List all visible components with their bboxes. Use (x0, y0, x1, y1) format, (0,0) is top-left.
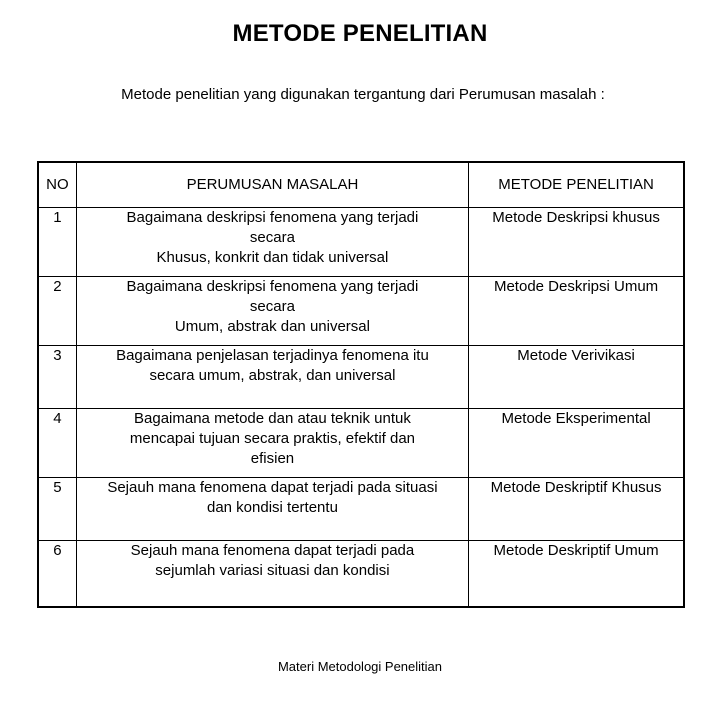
row-perumusan-masalah (76, 207, 468, 276)
header-metode-penelitian: METODE PENELITIAN (469, 162, 684, 207)
table-row (38, 408, 684, 477)
row-number: 1 (38, 207, 76, 276)
table-row (38, 477, 684, 540)
row-perumusan-masalah (76, 408, 468, 477)
methods-table (37, 161, 685, 608)
cell-line: mencapai tujuan secara praktis, efektif dan (129, 429, 416, 447)
cell-line: Bagaimana deskripsi fenomena yang terjadi (126, 208, 419, 226)
cell-line: sejumlah variasi situasi dan kondisi (155, 561, 390, 579)
header-no: NO (38, 162, 76, 207)
cell-line: Sejauh mana fenomena dapat terjadi pada situasi (107, 478, 438, 496)
row-number: 5 (38, 477, 76, 540)
table-row (38, 207, 684, 276)
row-perumusan-masalah (76, 477, 468, 540)
cell-line: secara (249, 297, 295, 315)
cell-line: efisien (250, 449, 295, 467)
table-header-row (38, 162, 684, 207)
cell-line: dan kondisi tertentu (206, 498, 338, 516)
row-perumusan-masalah (76, 345, 468, 408)
cell-line: Khusus, konkrit dan tidak universal (156, 248, 389, 266)
row-number: 6 (38, 540, 76, 607)
row-metode-penelitian: Metode Deskripsi khusus (469, 207, 684, 276)
row-number: 4 (38, 408, 76, 477)
row-metode-penelitian: Metode Deskriptif Khusus (469, 477, 684, 540)
cell-line: secara umum, abstrak, dan universal (149, 366, 396, 384)
cell-line: Umum, abstrak dan universal (174, 317, 370, 335)
cell-line: Bagaimana metode dan atau teknik untuk (134, 409, 411, 427)
cell-line: Bagaimana penjelasan terjadinya fenomena itu (116, 346, 429, 364)
row-metode-penelitian: Metode Deskriptif Umum (469, 540, 684, 607)
row-number: 2 (38, 276, 76, 345)
cell-line: Bagaimana deskripsi fenomena yang terjadi (126, 277, 419, 295)
row-number: 3 (38, 345, 76, 408)
cell-line: Sejauh mana fenomena dapat terjadi pada (130, 541, 415, 559)
table-row (38, 345, 684, 408)
row-metode-penelitian: Metode Verivikasi (469, 345, 684, 408)
header-perumusan-masalah: PERUMUSAN MASALAH (76, 162, 468, 207)
cell-line: secara (249, 228, 295, 246)
table-row (38, 540, 684, 607)
row-metode-penelitian: Metode Eksperimental (469, 408, 684, 477)
page-subtitle: Metode penelitian yang digunakan tergantung dari Perumusan masalah : (121, 86, 605, 103)
row-perumusan-masalah (76, 276, 468, 345)
table-row (38, 276, 684, 345)
footer-text: Materi Metodologi Penelitian (277, 659, 443, 674)
row-metode-penelitian: Metode Deskripsi Umum (469, 276, 684, 345)
row-perumusan-masalah (76, 540, 468, 607)
page-title: METODE PENELITIAN (232, 20, 488, 47)
